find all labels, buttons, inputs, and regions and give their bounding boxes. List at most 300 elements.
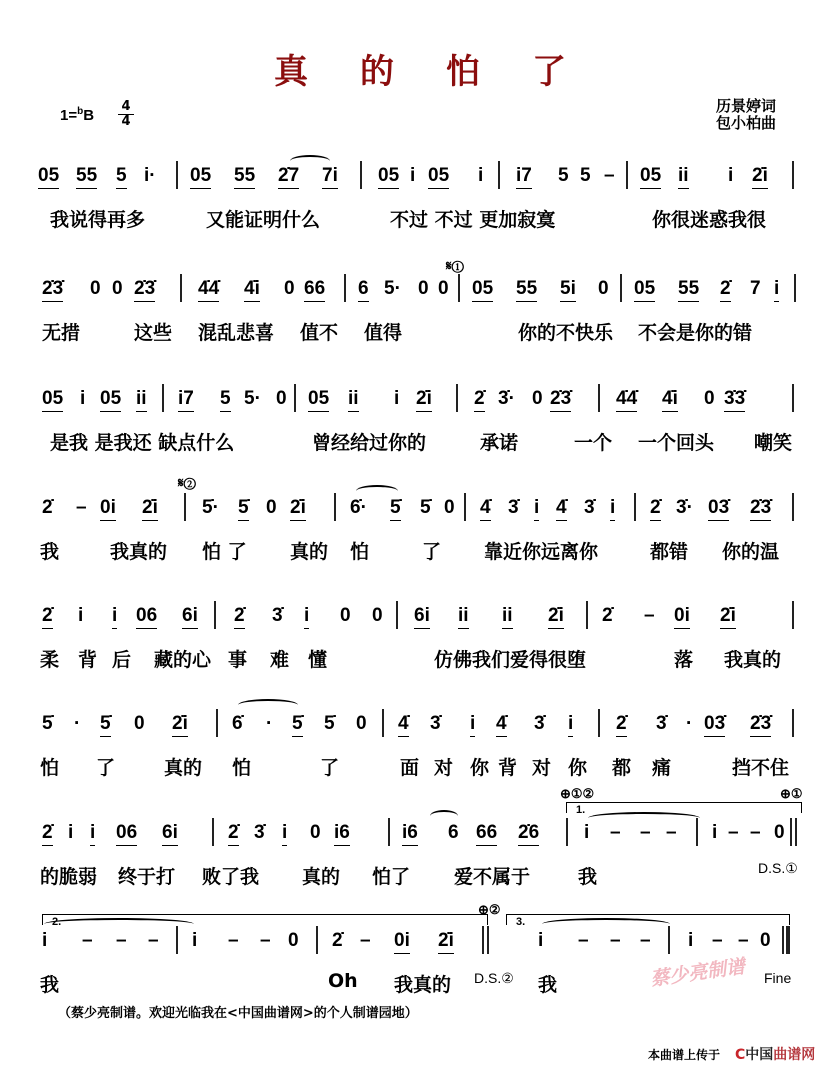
- lyric: 你很迷惑我很: [652, 209, 767, 231]
- note: 2̇i: [142, 497, 158, 521]
- note: 3̇: [534, 713, 545, 734]
- lyric: 无措: [42, 322, 81, 344]
- note: –: [728, 822, 739, 843]
- site-logo[interactable]: [735, 1044, 815, 1064]
- note: 2̇i: [438, 930, 454, 954]
- barline: [792, 161, 794, 189]
- lyric: 柔: [40, 649, 60, 671]
- lyrics-line: [38, 753, 808, 781]
- lyric: Oh: [328, 970, 358, 992]
- fine-mark: Fine: [764, 970, 792, 986]
- lyric: 了: [96, 757, 116, 779]
- note: i: [282, 822, 287, 846]
- note: 03̇: [708, 497, 729, 521]
- notes-line: [38, 258, 808, 306]
- note: 0: [418, 278, 429, 299]
- barline: [458, 274, 460, 302]
- note: 5: [580, 165, 591, 186]
- note: 5: [558, 165, 569, 186]
- lyrics-line: [38, 537, 808, 565]
- note: 05: [378, 165, 399, 189]
- lyric: 怕 了: [202, 541, 247, 563]
- barline: [176, 161, 178, 189]
- note: 05: [190, 165, 211, 189]
- barline: [180, 274, 182, 302]
- note: 2̇i: [752, 165, 768, 189]
- segno-coda-mark: 𝄋②: [178, 475, 196, 490]
- note: –: [640, 930, 651, 951]
- lyric: 背: [78, 649, 98, 671]
- lyric: 后: [112, 649, 132, 671]
- note: 2̇: [474, 388, 485, 412]
- note: 55: [76, 165, 97, 189]
- lyric: 爱不属于: [454, 866, 531, 888]
- note: i: [584, 822, 590, 843]
- note: 6̇: [232, 713, 243, 734]
- lyric: 了: [320, 757, 340, 779]
- note: 4̇i: [662, 388, 678, 412]
- lyric: 真的: [302, 866, 341, 888]
- note: 06: [136, 605, 157, 629]
- note: i: [78, 605, 84, 626]
- note: 5̇·: [202, 497, 219, 518]
- notes-line: [38, 786, 808, 850]
- note: 2̇7: [278, 165, 299, 189]
- lyric: 我: [578, 866, 598, 888]
- lyric: 都: [612, 757, 632, 779]
- note: i6: [402, 822, 418, 846]
- barline: [162, 384, 164, 412]
- note: –: [604, 165, 615, 186]
- barline: [176, 926, 178, 954]
- note: i: [68, 822, 74, 843]
- note: –: [610, 822, 621, 843]
- note: 55: [678, 278, 699, 302]
- barline: [792, 384, 794, 412]
- note: 4̇4̇: [198, 278, 219, 302]
- note: i: [712, 822, 718, 843]
- footnote: （蔡少亮制谱。欢迎光临我在<中国曲谱网>的个人制谱园地）: [58, 1006, 418, 1021]
- barline: [626, 161, 628, 189]
- lyric: 你的温: [722, 541, 780, 563]
- note: 4̇4̇: [616, 388, 637, 412]
- note: 5̇: [292, 713, 303, 737]
- note: 0i: [394, 930, 410, 954]
- note: 0: [372, 605, 383, 626]
- note: 6: [448, 822, 459, 843]
- note: 0: [284, 278, 295, 299]
- note: ·: [74, 713, 81, 734]
- note: –: [148, 930, 159, 951]
- lyric: 你: [568, 757, 588, 779]
- barline: [792, 709, 794, 737]
- note: 2̇3̇: [750, 713, 771, 737]
- note: –: [116, 930, 127, 951]
- barline: [498, 161, 500, 189]
- lyric: 败了我: [202, 866, 260, 888]
- barline: [792, 601, 794, 629]
- lyric: 值不: [300, 322, 339, 344]
- barline: [598, 709, 600, 737]
- time-signature: [118, 100, 134, 129]
- note: 2̇: [234, 605, 245, 629]
- notes-line: [38, 388, 808, 416]
- note: 5·: [244, 388, 261, 409]
- lyric: 怕: [40, 757, 60, 779]
- slur-arc: [430, 810, 458, 822]
- lyric: 我: [40, 541, 60, 563]
- note: 2̇: [616, 713, 627, 737]
- lyric: 我真的: [394, 974, 452, 996]
- lyric: 真的: [290, 541, 329, 563]
- note: 3̇3̇: [724, 388, 745, 412]
- note: 2̇: [332, 930, 343, 951]
- time-bottom: 4: [121, 114, 131, 129]
- lyric: 是我 是我还 缺点什么: [50, 432, 235, 454]
- lyric: 挡不住: [732, 757, 790, 779]
- note: 5̇: [390, 497, 401, 521]
- note: 2̇3̇: [750, 497, 771, 521]
- lyric: 了: [422, 541, 442, 563]
- lyric: 靠近你远离你: [484, 541, 599, 563]
- lyric: 仿佛我们爱得很堕: [434, 649, 587, 671]
- note: i: [112, 605, 117, 629]
- note: 5̇: [420, 497, 431, 518]
- note: 0: [760, 930, 771, 951]
- note: i: [42, 930, 48, 951]
- note: 2̇i: [548, 605, 564, 629]
- lyric: 又能证明什么: [206, 209, 321, 231]
- notes-line: [38, 713, 808, 741]
- note: 0: [532, 388, 543, 409]
- note: 3̇: [508, 497, 519, 518]
- note: 6: [358, 278, 369, 302]
- lyric: 怕: [350, 541, 370, 563]
- credits: [716, 98, 776, 132]
- note: i: [304, 605, 309, 629]
- logo-icon: C: [735, 1047, 746, 1063]
- note: 5̇: [100, 713, 111, 737]
- lyrics-line: [38, 862, 808, 890]
- note: 2̇: [228, 822, 239, 846]
- lyric: 一个: [574, 432, 613, 454]
- note: i: [534, 497, 539, 521]
- note: 0: [276, 388, 287, 409]
- note: –: [738, 930, 749, 951]
- lyric: 的脆弱: [40, 866, 98, 888]
- volta-bracket: [42, 914, 488, 925]
- note: ii: [458, 605, 469, 629]
- note: 4̇i: [244, 278, 260, 302]
- note: 2̇6: [518, 822, 539, 846]
- logo-cn: 中国: [745, 1047, 774, 1063]
- lyric: 难: [270, 649, 290, 671]
- lyric: 落: [674, 649, 694, 671]
- lyrics-line: [38, 428, 808, 456]
- note: i7: [516, 165, 532, 189]
- note: 2̇: [602, 605, 613, 626]
- volta-number: 1.: [576, 804, 586, 816]
- note: 06: [116, 822, 137, 846]
- segno-coda-mark: ⊕②: [478, 902, 501, 917]
- double-barline: [790, 818, 797, 846]
- note: –: [610, 930, 621, 951]
- lyric: 我真的: [724, 649, 782, 671]
- note: 03̇: [704, 713, 725, 737]
- note: i: [538, 930, 544, 951]
- note: 0: [438, 278, 449, 299]
- note: 0: [444, 497, 455, 518]
- note: i: [394, 388, 400, 409]
- slur-arc: [290, 155, 330, 167]
- note: 4̇: [398, 713, 409, 737]
- note: 55: [516, 278, 537, 302]
- barline: [456, 384, 458, 412]
- note: 2̇3̇: [550, 388, 571, 412]
- lyric: 都错: [650, 541, 689, 563]
- lyric: 藏的心: [154, 649, 212, 671]
- notes-line: [38, 475, 808, 525]
- note: i: [728, 165, 734, 186]
- note: 0: [90, 278, 101, 299]
- note: 4̇: [480, 497, 491, 521]
- lyric: 对: [532, 757, 552, 779]
- note: ii: [136, 388, 147, 412]
- lyric: 怕了: [372, 866, 411, 888]
- note: –: [644, 605, 655, 626]
- note: 05: [308, 388, 329, 412]
- logo-q: 曲谱网: [773, 1047, 816, 1063]
- note: 5·: [384, 278, 401, 299]
- note: 2̇i: [172, 713, 188, 737]
- lyric: 这些: [134, 322, 173, 344]
- note: 0: [134, 713, 145, 734]
- final-barline: [782, 926, 790, 954]
- note: 2̇i: [416, 388, 432, 412]
- note: 05: [634, 278, 655, 302]
- note: 5: [220, 388, 231, 412]
- note: –: [228, 930, 239, 951]
- note: ·: [686, 713, 693, 734]
- lyric: 嘲笑: [754, 432, 793, 454]
- note: i·: [144, 165, 156, 186]
- note: 7: [750, 278, 761, 299]
- time-top: 4: [118, 100, 134, 115]
- note: 3̇·: [676, 497, 693, 518]
- composer: 包小柏曲: [716, 115, 777, 132]
- note: 4̇: [496, 713, 507, 737]
- lyric: 曾经给过你的: [312, 432, 427, 454]
- note: 05: [38, 165, 59, 189]
- note: 0: [598, 278, 609, 299]
- double-barline: [482, 926, 489, 954]
- note: 6i: [162, 822, 178, 846]
- note: 0: [774, 822, 785, 843]
- note: ·: [266, 713, 273, 734]
- key-label: 1=: [60, 107, 78, 124]
- note: 2̇i: [720, 605, 736, 629]
- notes-line: [38, 165, 808, 193]
- note: i: [410, 165, 416, 186]
- note: 0i: [100, 497, 116, 521]
- barline: [212, 818, 214, 846]
- lyric: 懂: [308, 649, 328, 671]
- volta-number: 3.: [516, 916, 526, 928]
- note: 05: [42, 388, 63, 412]
- lyric: 事: [228, 649, 248, 671]
- lyric: 不会是你的错: [638, 322, 753, 344]
- note: i: [90, 822, 95, 846]
- lyric: 真的: [164, 757, 203, 779]
- lyric: 不过 不过 更加寂寞: [390, 209, 556, 231]
- notes-line: [38, 605, 808, 633]
- note: 2̇i: [290, 497, 306, 521]
- note: –: [578, 930, 589, 951]
- barline: [214, 601, 216, 629]
- barline: [344, 274, 346, 302]
- note: i: [470, 713, 475, 737]
- barline: [294, 384, 296, 412]
- note: 7i: [322, 165, 338, 189]
- note: –: [750, 822, 761, 843]
- note: 6i: [414, 605, 430, 629]
- note: 0: [356, 713, 367, 734]
- note: 2̇: [720, 278, 731, 302]
- note: 5̇: [238, 497, 249, 521]
- note: 2̇: [42, 605, 53, 629]
- barline: [464, 493, 466, 521]
- song-title: 真的怕了: [274, 52, 618, 92]
- note: 3̇: [430, 713, 441, 734]
- note: ii: [348, 388, 359, 412]
- upload-note: 本曲谱上传于: [648, 1048, 721, 1062]
- note: 6̇·: [350, 497, 367, 518]
- barline: [396, 601, 398, 629]
- note: 6i: [182, 605, 198, 629]
- note: i: [568, 713, 573, 737]
- note: 2̇: [650, 497, 661, 521]
- lyrics-line: [38, 205, 808, 233]
- note: 3̇: [254, 822, 265, 843]
- note: i7: [178, 388, 194, 412]
- note: 05: [428, 165, 449, 189]
- barline: [598, 384, 600, 412]
- note: ii: [502, 605, 513, 629]
- barline: [184, 493, 186, 521]
- lyric: 混乱悲喜: [198, 322, 275, 344]
- note: 4̇: [556, 497, 567, 521]
- lyric: 我: [538, 974, 558, 996]
- note: 05: [100, 388, 121, 412]
- note: 2̇3̇: [42, 278, 63, 302]
- note: 0: [288, 930, 299, 951]
- note: 0i: [674, 605, 690, 629]
- lyric: 你: [470, 757, 490, 779]
- note: –: [76, 497, 87, 518]
- lyric: 终于打: [118, 866, 176, 888]
- lyric: 承诺: [480, 432, 519, 454]
- barline: [388, 818, 390, 846]
- note: 2̇3̇: [134, 278, 155, 302]
- note: 3̇: [656, 713, 667, 734]
- barline: [668, 926, 670, 954]
- note: –: [360, 930, 371, 951]
- barline: [634, 493, 636, 521]
- lyric: 值得: [364, 322, 403, 344]
- volta-number: 2.: [52, 916, 62, 928]
- note: i: [192, 930, 198, 951]
- key-signature: [60, 106, 94, 124]
- lyrics-line: [38, 318, 808, 346]
- barline: [382, 709, 384, 737]
- note: 0: [112, 278, 123, 299]
- lyric: 背: [498, 757, 518, 779]
- note: i: [774, 278, 779, 302]
- barline: [586, 601, 588, 629]
- note: –: [666, 822, 677, 843]
- note: 0: [266, 497, 277, 518]
- note: –: [640, 822, 651, 843]
- volta-bracket: [506, 914, 790, 925]
- slur-arc: [588, 812, 700, 824]
- lyricist: 历景婷词: [716, 98, 777, 115]
- note: i: [688, 930, 694, 951]
- note: 05: [640, 165, 661, 189]
- key-note: B: [83, 107, 95, 124]
- watermark: 蔡少亮制谱: [649, 955, 747, 991]
- dal-segno: D.S.①: [758, 860, 798, 876]
- barline: [792, 493, 794, 521]
- dal-segno: D.S.②: [474, 970, 514, 986]
- note: 5: [116, 165, 127, 189]
- lyric: 我真的: [110, 541, 168, 563]
- lyric: 面: [400, 757, 420, 779]
- note: 0: [310, 822, 321, 843]
- volta-bracket: [566, 802, 802, 813]
- segno-coda-mark: ⊕①②: [560, 786, 595, 801]
- slur-arc: [238, 699, 298, 711]
- note: ii: [678, 165, 689, 189]
- note: i6: [334, 822, 350, 846]
- note: 3̇·: [498, 388, 515, 409]
- barline: [334, 493, 336, 521]
- note: 66: [476, 822, 497, 846]
- note: 2̇: [42, 497, 53, 518]
- lyric: 痛: [652, 757, 672, 779]
- note: 66: [304, 278, 325, 302]
- lyric: 一个回头: [638, 432, 715, 454]
- lyric: 我说得再多: [50, 209, 146, 231]
- lyric: 怕: [232, 757, 252, 779]
- notes-line: [38, 902, 808, 958]
- lyric: 你的不快乐: [518, 322, 614, 344]
- note: 3̇: [584, 497, 595, 518]
- note: –: [260, 930, 271, 951]
- note: 0: [340, 605, 351, 626]
- lyric: 我: [40, 974, 60, 996]
- note: i: [610, 497, 615, 521]
- note: 55: [234, 165, 255, 189]
- barline: [360, 161, 362, 189]
- note: –: [82, 930, 93, 951]
- note: –: [712, 930, 723, 951]
- note: i: [478, 165, 484, 186]
- barline: [794, 274, 796, 302]
- barline: [216, 709, 218, 737]
- note: 5̇: [324, 713, 335, 734]
- note: 2̇: [42, 822, 53, 846]
- note: 3̇: [272, 605, 283, 626]
